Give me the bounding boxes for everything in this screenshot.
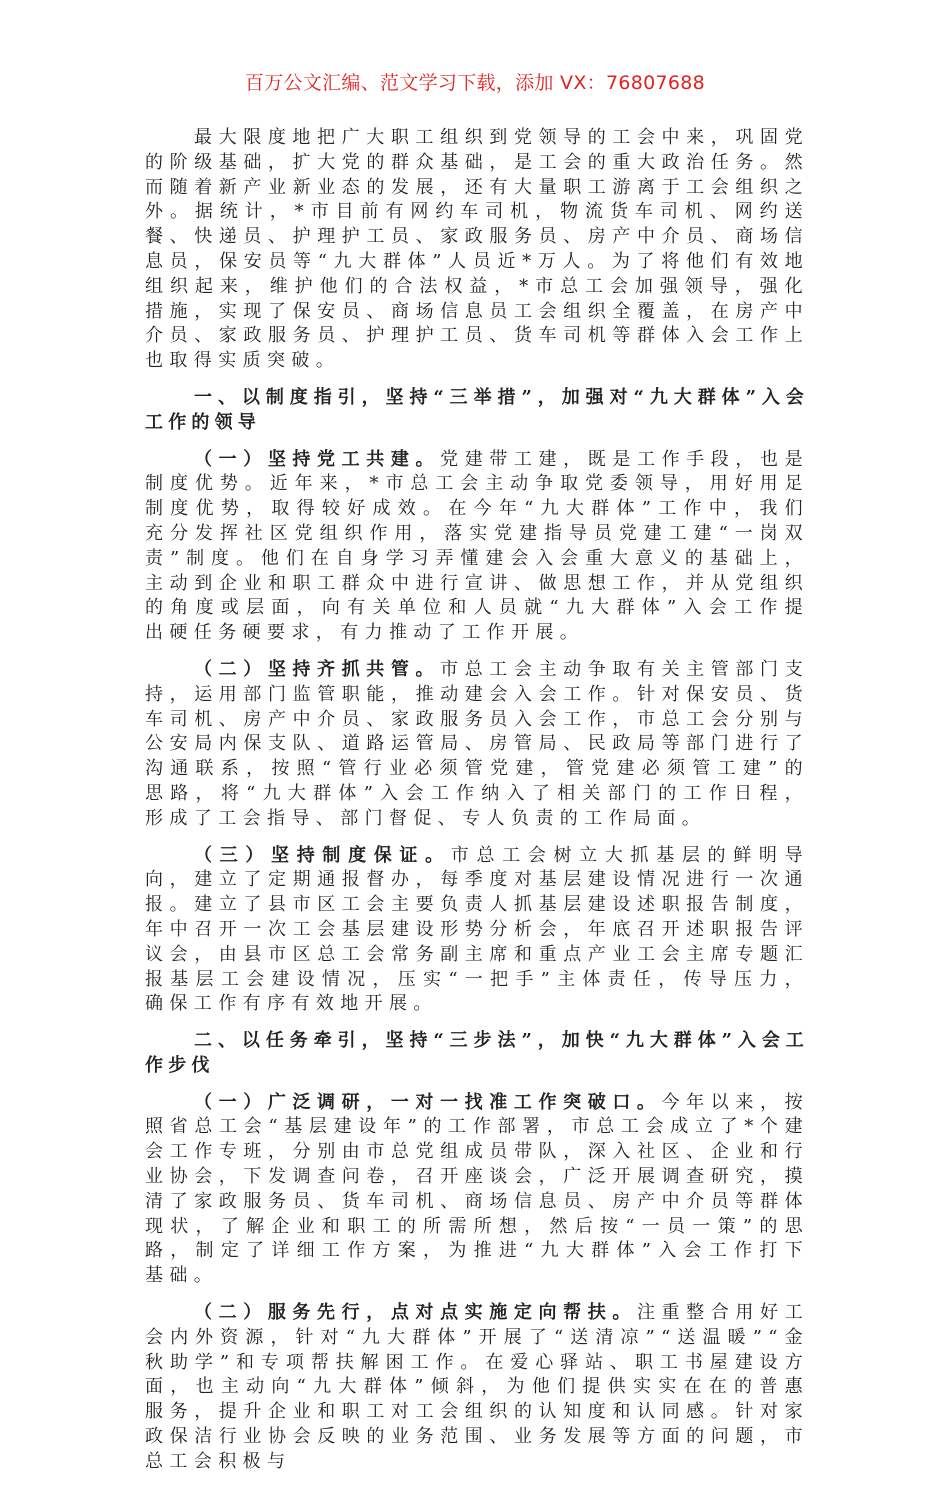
watermark-banner: 百万公文汇编、范文学习下载，添加 VX：76807688 xyxy=(244,72,706,94)
paragraph xyxy=(145,1301,809,1475)
paragraph-body: 最大限度地把广大职工组织到党领导的工会中来，巩固党的阶级基础，扩大党的群众基础，是工会的重大政治任务。然而随着新产业新业态的发展，还有大量职工游离于工会组织之外。据统计，*市目前有网约车司机，物流货车司机、网约送餐、快递员、护理护工员、家政服务员、房产中介员、商场信息员，保安员等“九大群体”人员近*万人。为了将他们有效地组织起来，维护他们的合法权益，*市总工会加强领导，强化措施，实现了保安员、商场信息员工会组织全覆盖，在房产中介员、家政服务员、护理护工员、货车司机等群体入会工作上也取得实质突破。 xyxy=(145,127,809,372)
paragraph-lead: （一）坚持党工共建。 xyxy=(194,448,441,470)
section-heading-1: 一、以制度指引，坚持“三举措”，加强对“九大群体”入会工作的领导 xyxy=(145,386,809,433)
paragraph-lead: （二）坚持齐抓共管。 xyxy=(194,658,441,680)
intro-paragraph xyxy=(145,126,809,374)
paragraph xyxy=(145,658,809,832)
paragraph xyxy=(145,844,809,1018)
paragraph-body: 注重整合用好工会内外资源，针对“九大群体”开展了“送清凉”“送温暖”“金秋助学”和专项帮扶解困工作。在爱心驿站、职工书屋建设方面，也主动向“九大群体”倾斜，为他们提供实实在在的普惠服务，提升企业和职工对工会组织的认知度和认同感。针对家政保洁行业协会反映的业务范围、业务发展等方面的问题，市总工会积极与 xyxy=(145,1302,809,1472)
paragraph-body: 市总工会树立大抓基层的鲜明导向，建立了定期通报督办，每季度对基层建设情况进行一次通报。建立了县市区工会主要负责人抓基层建设述职报告制度，年中召开一次工会基层建设形势分析会，年底召开述职报告评议会，由县市区总工会常务副主席和重点产业工会主席专题汇报基层工会建设情况，压实“一把手”主体责任，传导压力，确保工作有序有效地开展。 xyxy=(145,844,809,1015)
section-heading-2: 二、以任务牵引，坚持“三步法”，加快“九大群体”入会工作步伐 xyxy=(145,1030,809,1076)
paragraph-lead: （二）服务先行，点对点实施定向帮扶。 xyxy=(194,1302,637,1324)
paragraph-body: 市总工会主动争取有关主管部门支持，运用部门监管职能，推动建会入会工作。针对保安员、货车司机、房产中介员、家政服务员入会工作，市总工会分别与公安局内保支队、道路运管局、房管局、民政局等部门进行了沟通联系，按照“管行业必须管党建，管党建必须管工建”的思路，将“九大群体”入会工作纳入了相关部门的工作日程，形成了工会指导、部门督促、专人负责的工作局面。 xyxy=(145,658,810,829)
paragraph-body: 今年以来，按照省总工会“基层建设年”的工作部署，市总工会成立了*个建会工作专班，分别由市总党组成员带队，深入社区、企业和行业协会，下发调查问卷，召开座谈会，广泛开展调查研究，摸清了家政服务员、货车司机、商场信息员、房产中介员等群体现状，了解企业和职工的所需所想，然后按“一员一策”的思路，制定了详细工作方案，为推进“九大群体”入会工作打下基础。 xyxy=(145,1091,809,1287)
paragraph xyxy=(145,448,809,646)
paragraph-lead: （一）广泛调研，一对一找准工作突破口。 xyxy=(194,1091,662,1113)
paragraph-lead: （三）坚持制度保证。 xyxy=(194,844,451,866)
document-body xyxy=(145,126,809,1487)
paragraph xyxy=(145,1091,809,1289)
paragraph-body: 党建带工建，既是工作手段，也是制度优势。近年来，*市总工会主动争取党委领导，用好用足制度优势，取得较好成效。在今年“九大群体”工作中，我们充分发挥社区党组织作用，落实党建指导员党建工建“一岗双责”制度。他们在自身学习弄懂建会入会重大意义的基础上，主动到企业和职工群众中进行宣讲、做思想工作，并从党组织的角度或层面，向有关单位和人员就“九大群体”入会工作提出硬任务硬要求，有力推动了工作开展。 xyxy=(145,448,810,644)
